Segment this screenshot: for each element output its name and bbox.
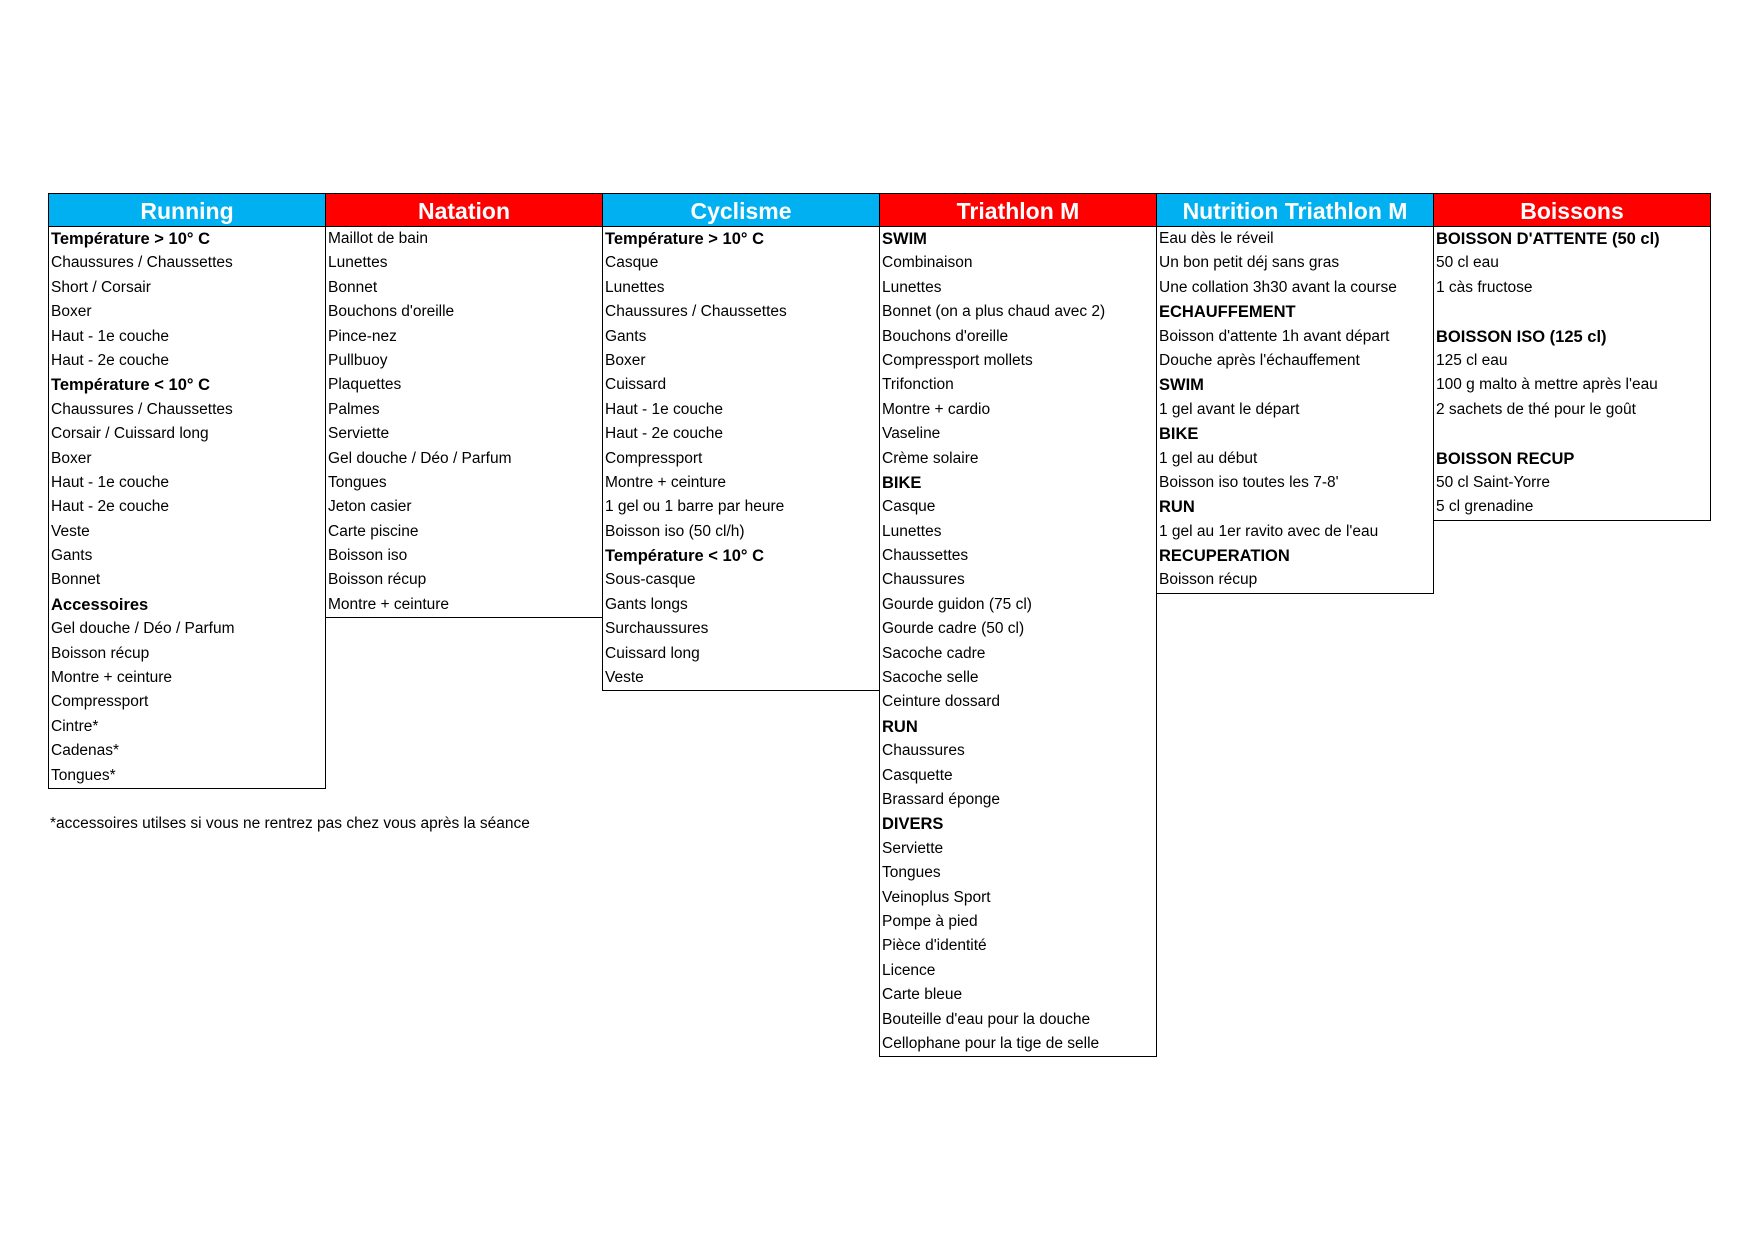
list-item: Pompe à pied	[882, 912, 978, 930]
list-item: Sacoche cadre	[882, 644, 986, 662]
list-item: 50 cl eau	[1436, 254, 1499, 272]
list-item: Crème solaire	[882, 449, 979, 467]
list-item: Boisson iso	[328, 547, 408, 565]
list-item: Gants	[51, 547, 93, 565]
list-item: Bonnet	[51, 571, 101, 589]
list-item: Boxer	[51, 303, 92, 321]
list-item: Gel douche / Déo / Parfum	[51, 620, 235, 638]
list-item: 5 cl grenadine	[1436, 498, 1534, 516]
list-item	[1434, 300, 1710, 324]
column-natation	[325, 193, 603, 618]
list-item: 1 càs fructose	[1436, 278, 1533, 296]
list-item: Casquette	[882, 766, 953, 784]
column-list-natation	[326, 227, 602, 617]
column-cyclisme	[602, 193, 880, 691]
list-item: Une collation 3h30 avant la course	[1159, 278, 1397, 296]
column-running	[48, 193, 326, 789]
list-item: Bonnet (on a plus chaud avec 2)	[882, 303, 1106, 321]
list-item: Bonnet	[328, 278, 378, 296]
list-item: Sacoche selle	[882, 669, 979, 687]
list-item: 2 sachets de thé pour le goût	[1436, 400, 1636, 418]
list-item: Gourde guidon (75 cl)	[882, 595, 1032, 613]
list-item: Compressport mollets	[882, 351, 1033, 369]
list-item: Carte piscine	[328, 522, 419, 540]
list-item: Boisson iso (50 cl/h)	[605, 522, 745, 540]
list-item: Vaseline	[882, 425, 941, 443]
list-item: Casque	[882, 498, 936, 516]
list-item: Eau dès le réveil	[1159, 230, 1274, 247]
section-heading: ECHAUFFEMENT	[1159, 303, 1296, 322]
section-heading: SWIM	[1159, 376, 1204, 395]
list-item: Haut - 1e couche	[51, 327, 170, 345]
column-nutrition	[1156, 193, 1434, 594]
list-item: Montre + cardio	[882, 400, 991, 418]
list-item: Chaussettes	[882, 547, 969, 565]
column-triathlon	[879, 193, 1157, 1057]
list-item: Surchaussures	[605, 620, 709, 638]
footnote: *accessoires utilses si vous ne rentrez pas chez vous après la séance	[50, 815, 530, 832]
section-heading: BOISSON RECUP	[1436, 449, 1575, 468]
list-item: Bouchons d'oreille	[328, 303, 455, 321]
section-heading: SWIM	[882, 230, 927, 248]
column-header-cyclisme: Cyclisme	[603, 193, 879, 227]
list-item: Boisson d'attente 1h avant départ	[1159, 327, 1390, 345]
list-item: Cadenas*	[51, 742, 120, 760]
list-item: Cintre*	[51, 717, 99, 735]
list-item: Carte bleue	[882, 986, 963, 1004]
list-item: Boisson récup	[1159, 571, 1258, 589]
list-item: Gants longs	[605, 595, 688, 613]
list-item: Tongues	[882, 864, 941, 882]
column-list-cyclisme	[603, 227, 879, 690]
list-item: Cuissard long	[605, 644, 700, 662]
list-item: Veste	[51, 522, 90, 540]
list-item: Pullbuoy	[328, 351, 388, 369]
list-item: Compressport	[605, 449, 703, 467]
list-item: Trifonction	[882, 376, 954, 394]
checklist-sheet	[48, 193, 1714, 1073]
column-header-triathlon: Triathlon M	[880, 193, 1156, 227]
list-item: Lunettes	[882, 278, 942, 296]
section-heading: RUN	[882, 717, 918, 736]
list-item: Chaussures	[882, 571, 965, 589]
section-heading: BOISSON D'ATTENTE (50 cl)	[1436, 230, 1660, 248]
section-heading: RECUPERATION	[1159, 547, 1290, 566]
column-list-triathlon	[880, 227, 1156, 1056]
list-item: Corsair / Cuissard long	[51, 425, 209, 443]
list-item: Compressport	[51, 693, 149, 711]
list-item: Jeton casier	[328, 498, 412, 516]
list-item: Cellophane pour la tige de selle	[882, 1034, 1100, 1052]
section-heading: Température > 10° C	[605, 230, 764, 248]
list-item: Short / Corsair	[51, 278, 151, 296]
column-boissons	[1433, 193, 1711, 521]
list-item: Combinaison	[882, 254, 973, 272]
list-item: Bouteille d'eau pour la douche	[882, 1010, 1091, 1028]
list-item: 125 cl eau	[1436, 351, 1508, 369]
list-item: Chaussures / Chaussettes	[605, 303, 787, 321]
list-item: Haut - 2e couche	[605, 425, 724, 443]
list-item: Chaussures / Chaussettes	[51, 400, 233, 418]
list-item: Chaussures / Chaussettes	[51, 254, 233, 272]
section-heading: BOISSON ISO (125 cl)	[1436, 327, 1607, 346]
list-item: Haut - 1e couche	[605, 400, 724, 418]
list-item: Montre + ceinture	[605, 473, 727, 491]
list-item: Veinoplus Sport	[882, 888, 991, 906]
list-item: Boisson récup	[328, 571, 427, 589]
list-item: Boxer	[51, 449, 92, 467]
list-item: Serviette	[882, 839, 944, 857]
list-item: Lunettes	[605, 278, 665, 296]
column-list-nutrition	[1157, 227, 1433, 593]
section-heading: Température < 10° C	[605, 547, 764, 566]
list-item: Lunettes	[328, 254, 388, 272]
section-heading: Accessoires	[51, 595, 149, 614]
list-item: Bouchons d'oreille	[882, 327, 1009, 345]
list-item: Veste	[605, 669, 644, 687]
list-item: Montre + ceinture	[328, 595, 450, 613]
list-item: Boisson iso toutes les 7-8'	[1159, 473, 1339, 491]
list-item: Ceinture dossard	[882, 693, 1001, 711]
list-item: 1 gel au 1er ravito avec de l'eau	[1159, 522, 1379, 540]
column-list-running	[49, 227, 325, 788]
list-item: Maillot de bain	[328, 230, 428, 247]
column-header-running: Running	[49, 193, 325, 227]
list-item: Palmes	[328, 400, 380, 418]
list-item: 1 gel avant le départ	[1159, 400, 1300, 418]
section-heading: RUN	[1159, 498, 1195, 517]
list-item: Douche après l'échauffement	[1159, 351, 1360, 369]
list-item: Gants	[605, 327, 647, 345]
list-item: Licence	[882, 961, 936, 979]
column-header-boissons: Boissons	[1434, 193, 1710, 227]
column-list-boissons	[1434, 227, 1710, 520]
list-item: Serviette	[328, 425, 390, 443]
list-item: Boisson récup	[51, 644, 150, 662]
list-item: Haut - 1e couche	[51, 473, 170, 491]
list-item: Gel douche / Déo / Parfum	[328, 449, 512, 467]
list-item: Pièce d'identité	[882, 937, 987, 955]
column-header-nutrition: Nutrition Triathlon M	[1157, 193, 1433, 227]
list-item: Casque	[605, 254, 659, 272]
list-item: 1 gel ou 1 barre par heure	[605, 498, 785, 516]
list-item: Brassard éponge	[882, 790, 1001, 808]
list-item: Cuissard	[605, 376, 667, 394]
section-heading: DIVERS	[882, 815, 944, 834]
list-item: Plaquettes	[328, 376, 402, 394]
list-item	[1434, 422, 1710, 446]
list-item: Lunettes	[882, 522, 942, 540]
list-item: Un bon petit déj sans gras	[1159, 254, 1340, 272]
section-heading: BIKE	[1159, 425, 1199, 444]
list-item: Chaussures	[882, 742, 965, 760]
list-item: 100 g malto à mettre après l'eau	[1436, 376, 1658, 394]
section-heading: Température < 10° C	[51, 376, 210, 395]
list-item: Montre + ceinture	[51, 669, 173, 687]
list-item: Boxer	[605, 351, 646, 369]
list-item: Tongues*	[51, 766, 116, 784]
section-heading: BIKE	[882, 473, 922, 492]
list-item: Pince-nez	[328, 327, 397, 345]
list-item: 50 cl Saint-Yorre	[1436, 473, 1551, 491]
list-item: Haut - 2e couche	[51, 351, 170, 369]
list-item: 1 gel au début	[1159, 449, 1258, 467]
list-item: Gourde cadre (50 cl)	[882, 620, 1025, 638]
list-item: Haut - 2e couche	[51, 498, 170, 516]
section-heading: Température > 10° C	[51, 230, 210, 248]
list-item: Tongues	[328, 473, 387, 491]
list-item: Sous-casque	[605, 571, 696, 589]
column-header-natation: Natation	[326, 193, 602, 227]
